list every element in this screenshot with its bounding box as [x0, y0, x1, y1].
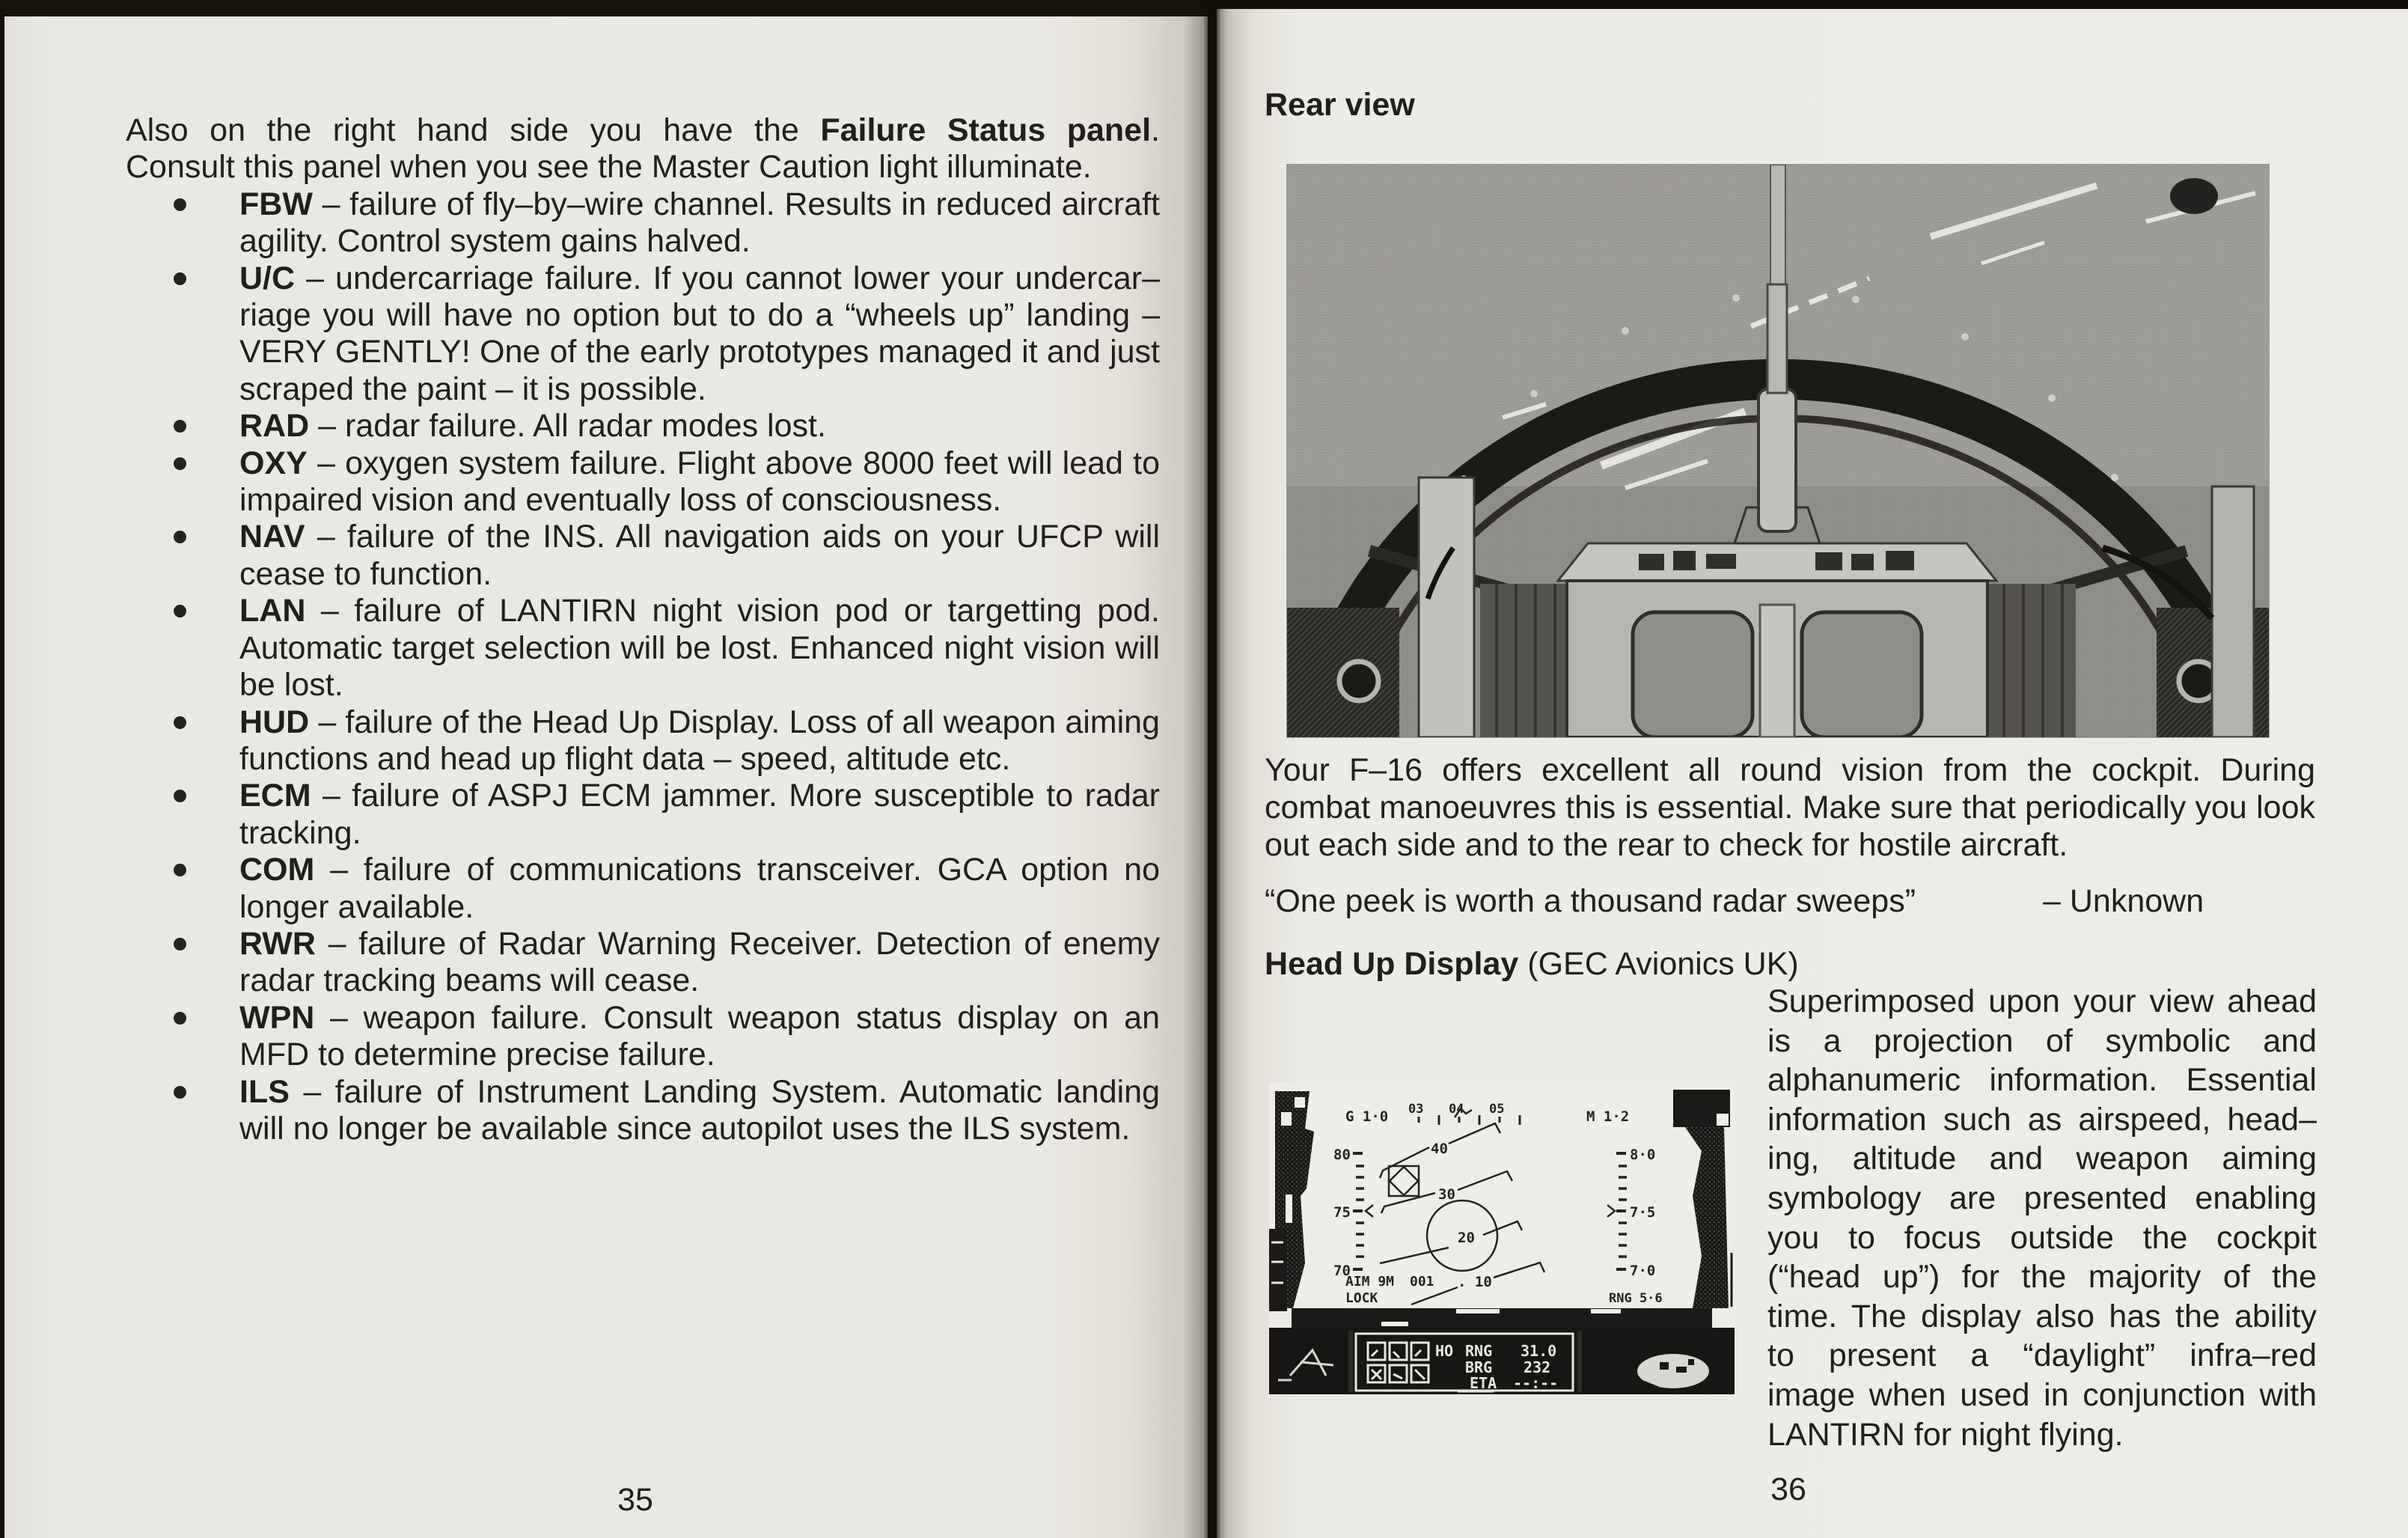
- failure-text: Automatic target selection will be lost. Enhanced night vision will: [239, 629, 1160, 666]
- hud-image: [1269, 1082, 1735, 1394]
- intro-line: Consult this panel when you see the Master Caution light illuminate.: [126, 149, 1092, 186]
- bullet-icon: [174, 457, 186, 470]
- failure-text: riage you will have no option but to do a “wheels up” landing –: [239, 297, 1160, 334]
- svg-text:05: 05: [1489, 1102, 1505, 1117]
- section-heading-rear-view: Rear view: [1265, 87, 1415, 123]
- svg-text:7·0: 7·0: [1630, 1263, 1656, 1279]
- paragraph-line: image when used in conjunction with: [1767, 1376, 2317, 1413]
- failure-abbr: U/C: [239, 260, 296, 296]
- failure-abbr: ECM: [239, 778, 311, 814]
- list-item: [126, 852, 1160, 926]
- bullet-icon: [174, 272, 186, 285]
- failure-abbr: NAV: [239, 519, 305, 555]
- paragraph-line: is a projection of symbolic and: [1767, 1022, 2317, 1059]
- bullet-icon: [174, 605, 186, 617]
- failure-text: tracking.: [239, 814, 361, 851]
- failure-abbr: ILS: [239, 1073, 290, 1110]
- failure-text: – oxygen system failure. Flight above 8000 feet will lead to: [317, 445, 1161, 481]
- book-gutter: [1203, 0, 1221, 1538]
- distant-aircraft: [2170, 178, 2218, 214]
- list-item: [126, 186, 1160, 260]
- right-rail: [2212, 486, 2254, 737]
- list-item: [126, 926, 1160, 1000]
- intro-text: Also on the right hand side you have the: [126, 112, 799, 148]
- paragraph-line: out each side and to the rear to check for hostile aircraft.: [1265, 827, 2068, 863]
- failure-text: impaired vision and eventually loss of consciousness.: [239, 482, 1002, 519]
- svg-text:80: 80: [1333, 1147, 1351, 1163]
- bullet-icon: [174, 790, 186, 802]
- svg-text:7·5: 7·5: [1630, 1204, 1656, 1221]
- failure-abbr: WPN: [239, 999, 315, 1036]
- heading-bold: Head Up Display: [1265, 946, 1519, 982]
- failure-text: cease to function.: [239, 555, 492, 592]
- paragraph-line: time. The display also has the ability: [1767, 1298, 2317, 1334]
- svg-text:LOCK: LOCK: [1345, 1290, 1378, 1306]
- failure-text: – failure of the INS. All navigation aids on your UFCP will: [317, 519, 1161, 555]
- svg-text:70: 70: [1333, 1263, 1351, 1279]
- svg-text:HO: HO: [1435, 1342, 1454, 1360]
- failure-text: – failure of fly–by–wire channel. Results in reduced aircraft: [322, 186, 1160, 222]
- svg-text:ETA: ETA: [1470, 1374, 1497, 1392]
- page-number: 35: [617, 1482, 653, 1518]
- intro-line: [126, 112, 1160, 149]
- instrument-panel: [1269, 1328, 1735, 1394]
- failure-status-section: [126, 112, 1160, 1147]
- paragraph-line: (“head up”) for the majority of the: [1767, 1259, 2317, 1296]
- paragraph-line: to present a “daylight” infra–red: [1767, 1337, 2317, 1374]
- bullet-icon: [174, 864, 186, 876]
- failure-list: [126, 186, 1160, 1148]
- failure-text: – failure of Radar Warning Receiver. Detection of enemy: [328, 925, 1160, 962]
- failure-text: – failure of communications transceiver. GCA option no: [330, 852, 1160, 888]
- quote: [1265, 883, 2315, 920]
- svg-text:04: 04: [1449, 1102, 1464, 1117]
- svg-text:001: 001: [1410, 1274, 1434, 1290]
- paragraph-line: ing, altitude and weapon aiming: [1767, 1141, 2317, 1177]
- svg-text:20: 20: [1458, 1230, 1475, 1246]
- svg-text:03: 03: [1408, 1102, 1424, 1117]
- cockpit-sill: [1292, 1308, 1712, 1328]
- failure-text: – failure of the Head Up Display. Loss of all weapon aiming: [318, 704, 1160, 740]
- failure-text: longer available.: [239, 888, 474, 925]
- svg-text:30: 30: [1438, 1186, 1455, 1203]
- svg-text:AIM 9M: AIM 9M: [1345, 1274, 1395, 1290]
- hud-paragraph: [1767, 982, 2317, 1454]
- list-item: [126, 408, 1160, 445]
- bullet-icon: [174, 420, 186, 433]
- bullet-icon: [174, 938, 186, 950]
- heading-normal: (GEC Avionics UK): [1527, 946, 1799, 982]
- paragraph-line: Your F–16 offers excellent all round vision from the cockpit. During: [1265, 752, 2315, 788]
- failure-abbr: RWR: [239, 925, 316, 962]
- list-item: [126, 445, 1160, 519]
- svg-text:M 1·2: M 1·2: [1586, 1108, 1630, 1125]
- svg-text:31.0: 31.0: [1521, 1342, 1557, 1360]
- bullet-icon: [174, 1086, 186, 1099]
- right-page: [1217, 9, 2408, 1538]
- list-item: [126, 1000, 1160, 1074]
- failure-abbr: RAD: [239, 408, 310, 445]
- paragraph-line: information such as airspeed, head–: [1767, 1101, 2317, 1138]
- section-heading-hud: [1265, 946, 1799, 983]
- left-page: [4, 16, 1208, 1538]
- paragraph-line: LANTIRN for night flying.: [1767, 1416, 2124, 1453]
- panel-right-terrain: [1637, 1354, 1709, 1388]
- paragraph-line: alphanumeric information. Essential: [1767, 1062, 2317, 1099]
- paragraph-line: you to focus outside the cockpit: [1767, 1219, 2317, 1256]
- paragraph-line: symbology are presented enabling: [1767, 1180, 2317, 1216]
- svg-text:8·0: 8·0: [1630, 1147, 1656, 1163]
- svg-text:BRG: BRG: [1465, 1358, 1493, 1376]
- failure-text: VERY GENTLY! One of the early prototypes managed it and just: [239, 334, 1160, 370]
- svg-text:RNG: RNG: [1465, 1342, 1493, 1360]
- quote-text: “One peek is worth a thousand radar sweeps”: [1265, 883, 1916, 919]
- page-number: 36: [1770, 1471, 1806, 1507]
- left-grommet: [1339, 662, 1378, 701]
- bullet-icon: [174, 531, 186, 543]
- quote-attribution: – Unknown: [2043, 883, 2204, 919]
- failure-text: will no longer be available since autopilot uses the ILS system.: [239, 1110, 1131, 1147]
- rear-view-paragraph: [1265, 751, 2315, 864]
- list-item: [126, 778, 1160, 852]
- svg-text:. 10: . 10: [1458, 1274, 1492, 1290]
- bullet-icon: [174, 1012, 186, 1025]
- failure-text: functions and head up flight data – speed, altitude etc.: [239, 740, 1011, 777]
- failure-abbr: COM: [239, 852, 315, 888]
- svg-text:RNG 5·6: RNG 5·6: [1609, 1291, 1663, 1306]
- left-rail: [1419, 477, 1474, 737]
- failure-text: – failure of ASPJ ECM jammer. More susceptible to radar: [323, 778, 1161, 814]
- svg-text:232: 232: [1524, 1358, 1551, 1376]
- failure-text: – weapon failure. Consult weapon status display on an: [329, 999, 1160, 1036]
- failure-abbr: HUD: [239, 704, 310, 740]
- failure-text: – failure of Instrument Landing System. Automatic landing: [303, 1073, 1160, 1110]
- intro-period: .: [1151, 112, 1160, 148]
- svg-text:--:--: --:--: [1513, 1374, 1559, 1392]
- bullet-icon: [174, 198, 186, 211]
- list-item: [126, 704, 1160, 778]
- list-item: [126, 1074, 1160, 1148]
- bullet-icon: [174, 716, 186, 729]
- rear-view-image: [1287, 165, 2269, 737]
- failure-abbr: LAN: [239, 593, 306, 629]
- failure-text: scraped the paint – it is possible.: [239, 370, 706, 407]
- failure-text: – failure of LANTIRN night vision pod or targetting pod.: [320, 593, 1160, 629]
- svg-text:40: 40: [1431, 1141, 1448, 1157]
- list-item: [126, 260, 1160, 409]
- list-item: [126, 593, 1160, 704]
- paragraph-line: Superimposed upon your view ahead: [1767, 983, 2317, 1019]
- failure-text: be lost.: [239, 667, 343, 704]
- failure-text: agility. Control system gains halved.: [239, 223, 751, 260]
- failure-text: radar tracking beams will cease.: [239, 962, 700, 999]
- failure-text: – undercarriage failure. If you cannot lower your undercar–: [306, 260, 1160, 296]
- failure-abbr: OXY: [239, 445, 308, 481]
- svg-text:G 1·0: G 1·0: [1345, 1108, 1389, 1125]
- list-item: [126, 519, 1160, 593]
- failure-text: – radar failure. All radar modes lost.: [318, 408, 826, 445]
- failure-abbr: FBW: [239, 186, 313, 222]
- svg-text:75: 75: [1333, 1204, 1351, 1221]
- intro-bold-text: Failure Status panel: [820, 112, 1152, 148]
- failure-text: MFD to determine precise failure.: [239, 1037, 715, 1073]
- paragraph-line: combat manoeuvres this is essential. Make sure that periodically you look: [1265, 790, 2315, 826]
